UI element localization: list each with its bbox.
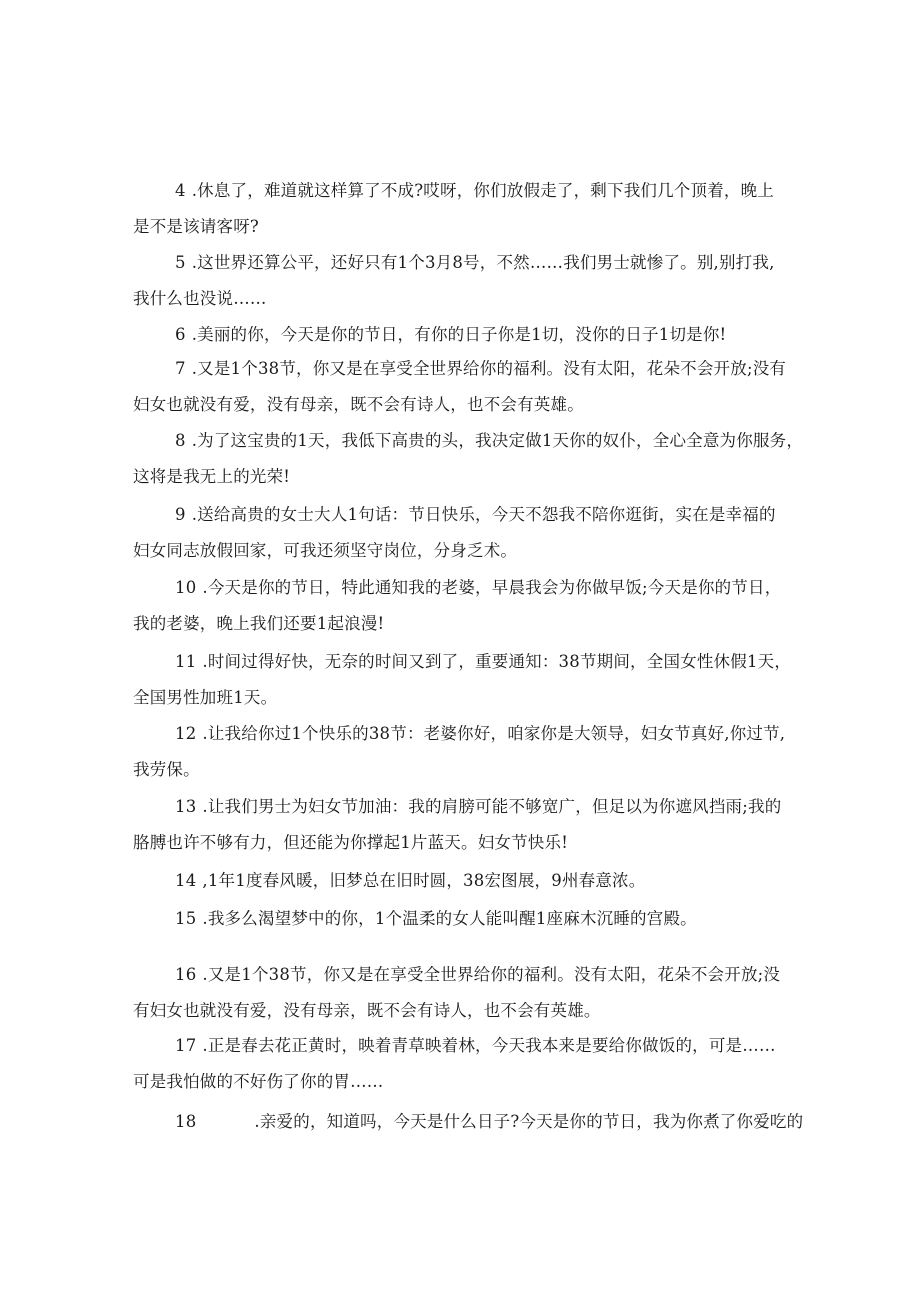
item-text: ,1年1度春风暖，旧梦总在旧时圆，38宏图展，9州春意浓。: [202, 871, 646, 890]
list-item: [133, 245, 798, 317]
item-number: 15: [175, 909, 197, 928]
item-number: 11: [175, 652, 197, 671]
item-text-continued: 这将是我无上的光荣!: [133, 467, 291, 486]
item-text: .这世界还算公平，还好只有1个3月8号，不然……我们男士就惨了。别,别打我,: [191, 253, 775, 272]
item-number: 8: [175, 431, 186, 450]
item-text: .休息了，难道就这样算了不成?哎呀，你们放假走了，剩下我们几个顶着，晚上: [191, 181, 774, 200]
item-text-continued: 全国男性加班1天。: [133, 688, 278, 707]
list-item: [133, 317, 798, 353]
item-number: 14: [175, 871, 197, 890]
item-number: 7: [175, 359, 186, 378]
list-item: [133, 173, 798, 245]
item-number: 6: [175, 325, 186, 344]
item-text-continued: 妇女也就没有爱，没有母亲，既不会有诗人，也不会有英雄。: [133, 395, 584, 414]
list-item: [133, 351, 798, 423]
item-number: 5: [175, 253, 186, 272]
item-number: 18: [175, 1112, 197, 1131]
list-item: [133, 863, 798, 899]
list-item: [133, 644, 798, 716]
item-text: .时间过得好快，无奈的时间又到了，重要通知：38节期间，全国女性休假1天，: [202, 652, 792, 671]
item-text-continued: 有妇女也就没有爱，没有母亲，既不会有诗人，也不会有英雄。: [133, 1001, 601, 1020]
item-number: 4: [175, 181, 186, 200]
list-item: [133, 1028, 798, 1100]
item-text: .亲爱的，知道吗，今天是什么日子?今天是你的节日，我为你煮了你爱吃的: [254, 1112, 804, 1131]
item-text-continued: 可是我怕做的不好伤了你的胃……: [133, 1072, 384, 1091]
list-item: [133, 497, 798, 569]
item-text: .为了这宝贵的1天，我低下高贵的头，我决定做1天你的奴仆，全心全意为你服务，: [191, 431, 804, 450]
item-text: .送给高贵的女士大人1句话：节日快乐，今天不怨我不陪你逛街，实在是幸福的: [191, 505, 776, 524]
item-text: .又是1个38节，你又是在享受全世界给你的福利。没有太阳，花朵不会开放;没: [202, 965, 781, 984]
list-item: [133, 901, 798, 937]
item-text: .让我们男士为妇女节加油：我的肩膀可能不够宽广，但足以为你遮风挡雨;我的: [202, 797, 782, 816]
list-item: [133, 570, 798, 642]
item-text: .又是1个38节，你又是在享受全世界给你的福利。没有太阳，花朵不会开放;没有: [191, 359, 787, 378]
item-text: .美丽的你，今天是你的节日，有你的日子你是1切，没你的日子1切是你!: [191, 325, 727, 344]
list-item: [133, 423, 804, 495]
list-item: [133, 716, 798, 788]
item-number: 12: [175, 724, 197, 743]
item-text: .让我给你过1个快乐的38节：老婆你好，咱家你是大领导，妇女节真好,你过节,: [202, 724, 786, 743]
list-item: [133, 1104, 804, 1140]
item-text-continued: 胳膊也许不够有力，但还能为你撑起1片蓝天。妇女节快乐!: [133, 833, 569, 852]
list-item: [133, 789, 798, 861]
item-text-continued: 我的老婆，晚上我们还要1起浪漫!: [133, 614, 385, 633]
item-text: .正是春去花正黄时，映着青草映着林，今天我本来是要给你做饭的，可是……: [202, 1036, 776, 1055]
item-number: 17: [175, 1036, 197, 1055]
item-number: 16: [175, 965, 197, 984]
item-number: 9: [175, 505, 186, 524]
item-text-continued: 我劳保。: [133, 760, 200, 779]
item-text-continued: 是不是该请客呀?: [133, 217, 259, 236]
item-text-continued: 我什么也没说……: [133, 289, 267, 308]
list-item: [133, 957, 798, 1029]
item-number: 13: [175, 797, 197, 816]
item-text-continued: 妇女同志放假回家，可我还须坚守岗位，分身乏术。: [133, 541, 518, 560]
item-text: .我多么渴望梦中的你，1个温柔的女人能叫醒1座麻木沉睡的宫殿。: [202, 909, 697, 928]
item-number: 10: [175, 578, 197, 597]
item-text: .今天是你的节日，特此通知我的老婆，早晨我会为你做早饭;今天是你的节日，: [202, 578, 782, 597]
